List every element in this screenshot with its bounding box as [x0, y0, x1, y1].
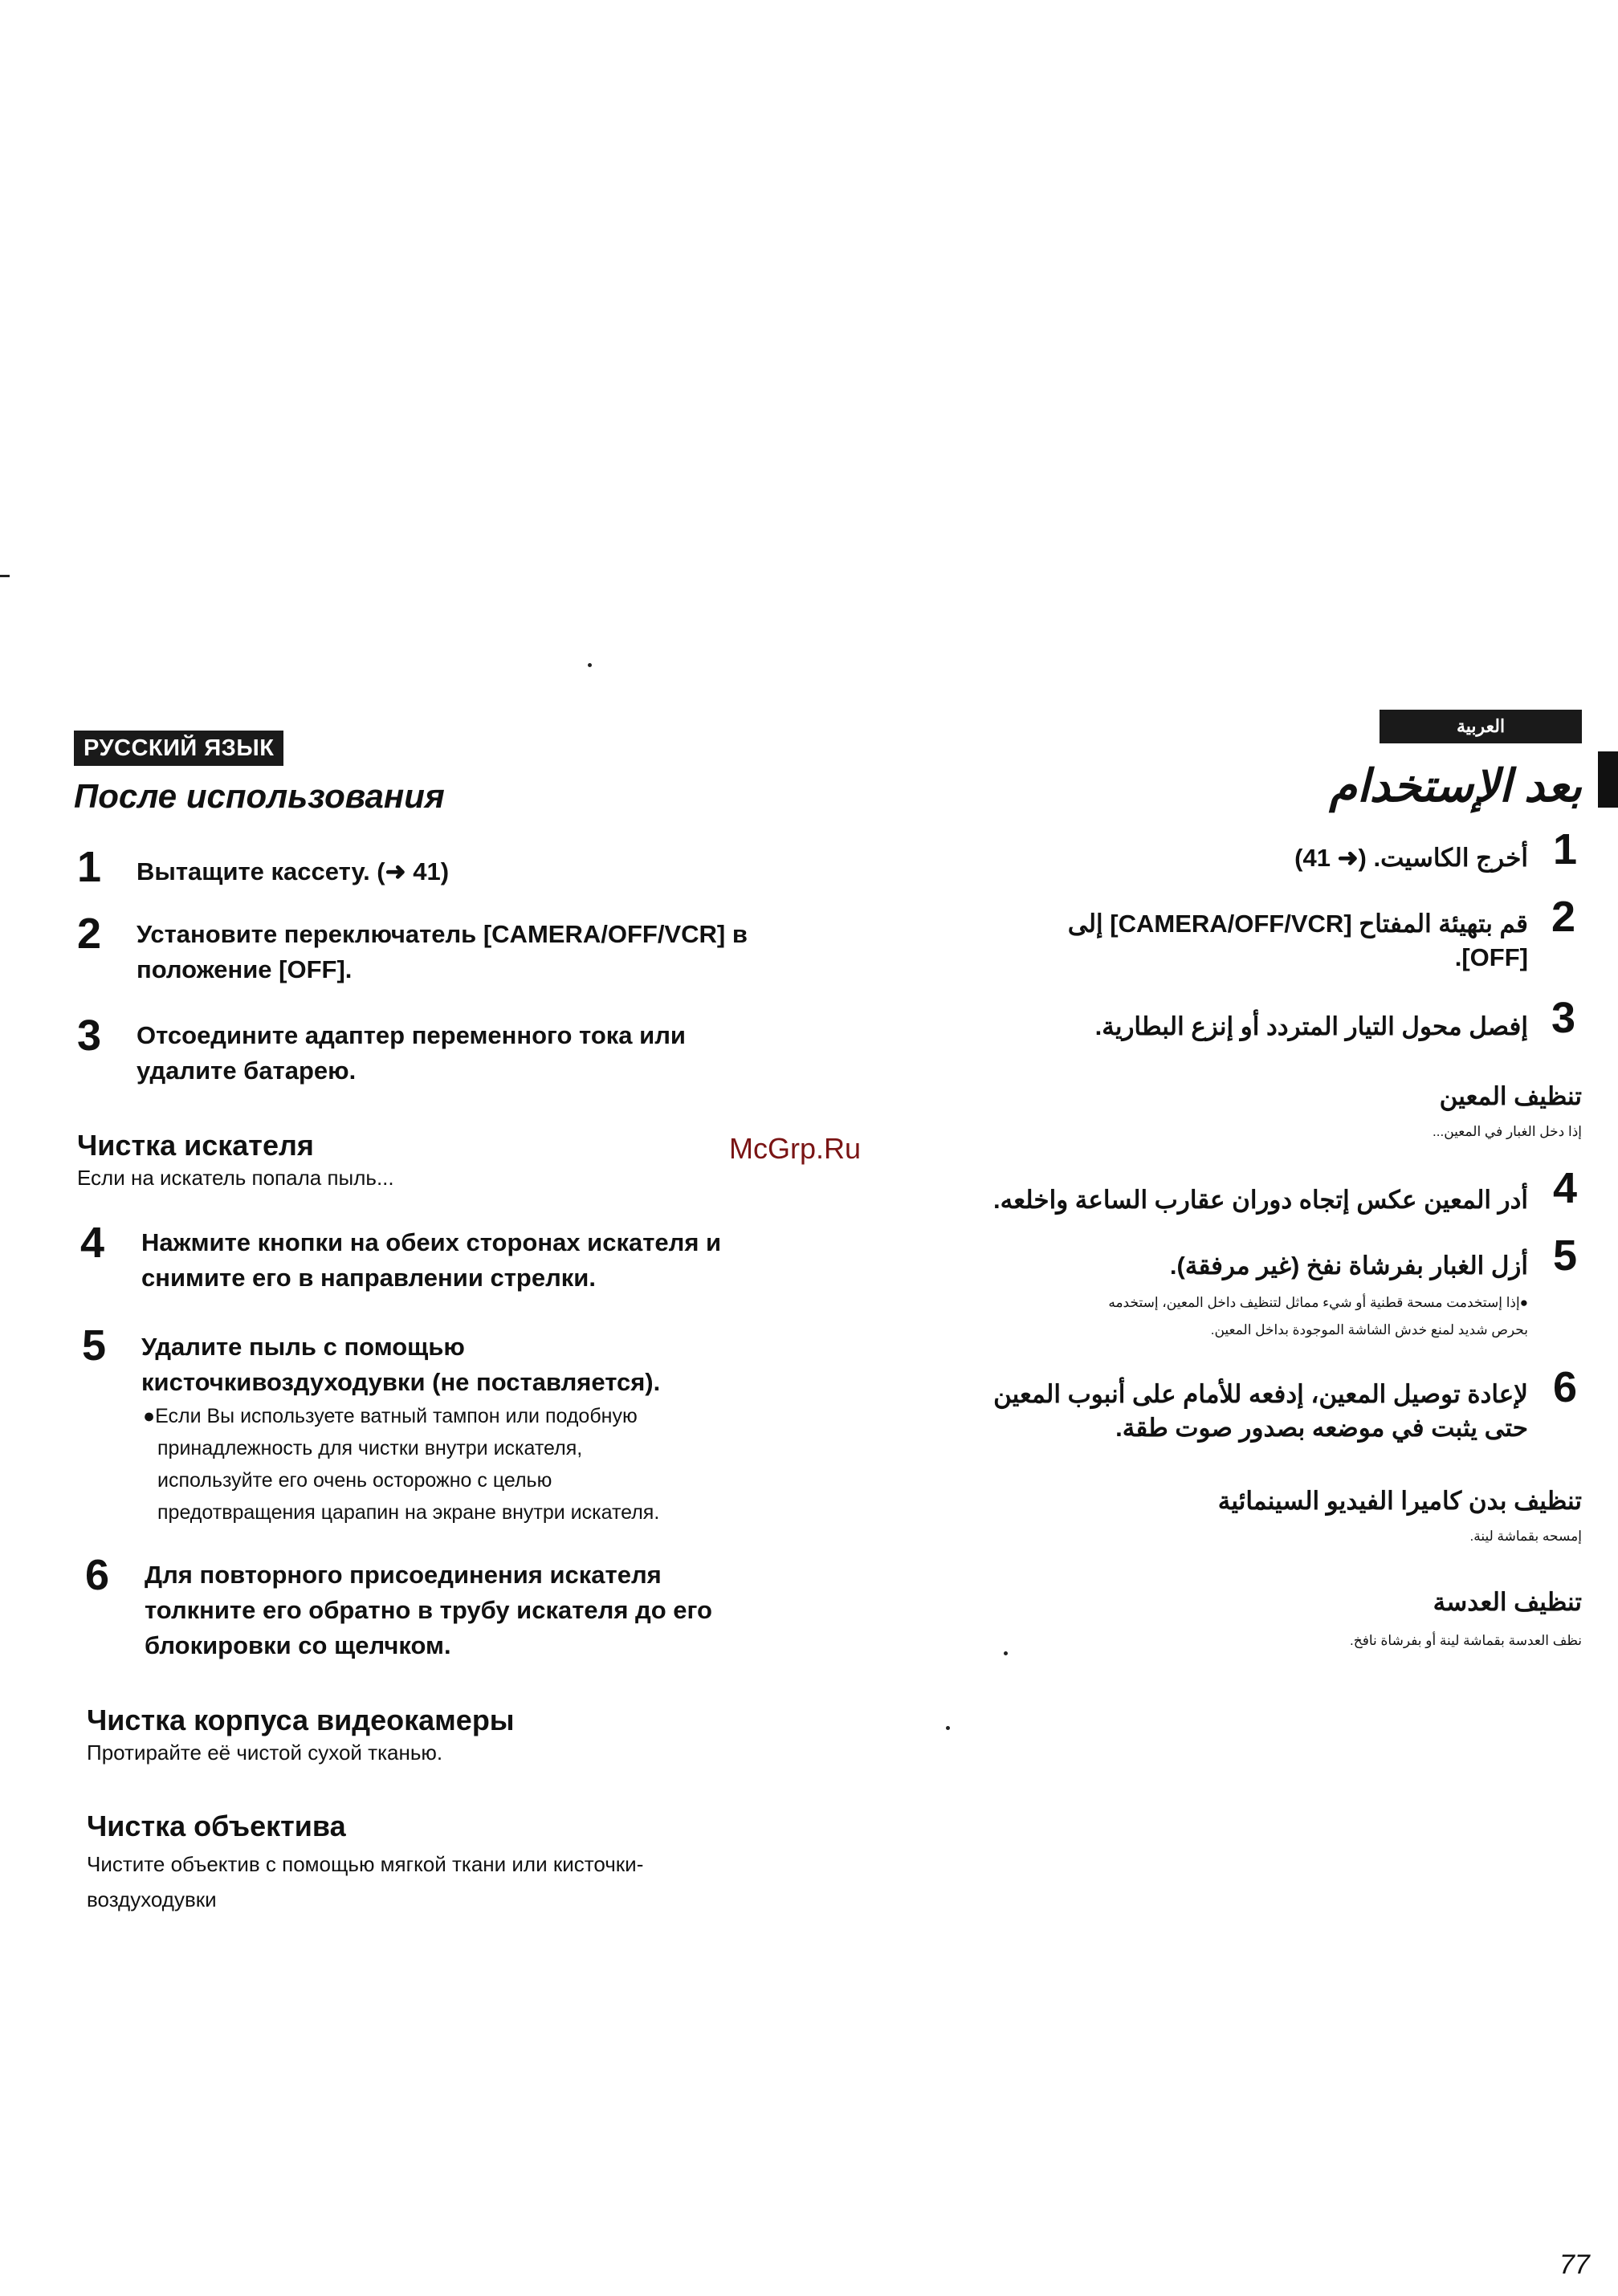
arabic-language-badge: العربية: [1380, 710, 1582, 743]
ar-step-5-note-line-2: بحرص شديد لمنع خدش الشاشة الموجودة بداخل المعين.: [1210, 1322, 1528, 1337]
russian-page-title: После использования: [74, 777, 445, 815]
ru-step-1-number: 1: [77, 843, 102, 891]
ru-lens-cleaning-text: [87, 1846, 643, 1917]
ru-viewfinder-heading: Чистка искателя: [77, 1129, 314, 1162]
ru-body-cleaning-text: Протирайте её чистой сухой тканью.: [87, 1740, 443, 1765]
ar-step-3-line-1: إفصل محول التيار المتردد أو إنزع البطارية.: [1094, 1012, 1528, 1040]
ar-step-6-line-2: حتى يثبت في موضعه بصدور صوت طقة.: [1115, 1414, 1528, 1442]
ar-step-2-text: [1068, 907, 1528, 975]
ar-step-2-number: 2: [1551, 893, 1576, 941]
ar-step-2-line-2: [OFF].: [1454, 943, 1528, 971]
ru-step-2-number: 2: [77, 910, 102, 958]
ar-step-4-text: [993, 1183, 1528, 1217]
ru-step-3-line-2: удалите батарею.: [137, 1056, 357, 1085]
ru-step-4-text: [141, 1225, 721, 1296]
ru-step-1-line-1: Вытащите кассету. (➜ 41): [137, 857, 450, 885]
ru-step-5-line-1: Удалите пыль с помощью: [141, 1333, 465, 1361]
ar-viewfinder-text: إذا دخل الغبار في المعين...: [1433, 1124, 1582, 1139]
ar-step-5-text: [1170, 1249, 1528, 1283]
ru-step-4-line-1: Нажмите кнопки на обеих сторонах искателя и: [141, 1228, 722, 1256]
ru-lens-cleaning-line-1: Чистите объектив с помощью мягкой ткани или кисточки-: [87, 1852, 644, 1876]
ru-step-5-note-line-2: принадлежность для чистки внутри искателя,: [157, 1437, 583, 1459]
ar-step-3-number: 3: [1551, 994, 1576, 1042]
ru-step-5-line-2: кисточкивоздуходувки (не поставляется).: [141, 1368, 661, 1396]
page-edge-tab: [1598, 751, 1618, 808]
scan-speck: [0, 575, 10, 577]
ru-step-5-note-line-1: ●Если Вы используете ватный тампон или подобную: [143, 1405, 638, 1427]
ru-step-2-text: [137, 917, 748, 987]
ar-step-2-line-1: قم بتهيئة المفتاح [CAMERA/OFF/VCR] إلى: [1067, 910, 1528, 938]
scan-speck: [1004, 1651, 1008, 1655]
ru-step-5-note-line-4: предотвращения царапин на экране внутри искателя.: [157, 1501, 660, 1524]
ru-viewfinder-text: Если на искатель попала пыль...: [77, 1166, 394, 1190]
ru-step-5-note: [143, 1400, 659, 1529]
ru-step-5-number: 5: [82, 1321, 107, 1370]
ru-step-4-number: 4: [80, 1219, 105, 1267]
ru-step-3-line-1: Отсоедините адаптер переменного тока или: [137, 1021, 686, 1049]
ar-body-cleaning-text: إمسحه بقماشة لينة.: [1469, 1529, 1582, 1544]
watermark: McGrp.Ru: [729, 1132, 862, 1165]
ar-step-1-line-1: أخرج الكاسيت. (➜ 41): [1294, 844, 1528, 872]
ru-step-2-line-2: положение [OFF].: [137, 955, 353, 983]
scan-speck: [588, 663, 592, 667]
ru-step-4-line-2: снимите его в направлении стрелки.: [141, 1264, 596, 1292]
ru-step-5-text: [141, 1329, 660, 1400]
ru-step-6-text: [145, 1557, 712, 1663]
ar-step-6-line-1: لإعادة توصيل المعين، إدفعه للأمام على أنبوب المعين: [993, 1380, 1528, 1408]
ar-step-5-line-1: أزل الغبار بفرشاة نفخ (غير مرفقة).: [1169, 1252, 1528, 1280]
ru-lens-cleaning-heading: Чистка объектива: [87, 1810, 346, 1842]
ar-step-3-text: [1095, 1010, 1528, 1044]
page-number: 77: [1559, 2249, 1590, 2280]
ar-body-cleaning-heading: تنظيف بدن كاميرا الفيديو السينمائية: [1217, 1487, 1582, 1515]
ar-step-6-number: 6: [1553, 1363, 1578, 1411]
ru-step-3-number: 3: [77, 1012, 102, 1060]
ar-step-4-line-1: أدر المعين عكس إتجاه دوران عقارب الساعة واخلعه.: [992, 1186, 1528, 1214]
ru-lens-cleaning-line-2: воздуходувки: [87, 1887, 217, 1911]
ru-step-5-note-line-3: используйте его очень осторожно с целью: [157, 1469, 552, 1492]
russian-language-badge: РУССКИЙ ЯЗЫК: [74, 731, 283, 766]
ru-step-6-line-3: блокировки со щелчком.: [145, 1631, 451, 1659]
ru-step-3-text: [137, 1018, 686, 1089]
ru-step-6-number: 6: [85, 1551, 110, 1599]
ar-step-5-number: 5: [1553, 1231, 1578, 1280]
scan-speck: [946, 1726, 950, 1730]
ar-lens-cleaning-text: نظف العدسة بقماشة لينة أو بفرشاة نافخ.: [1350, 1633, 1582, 1648]
ar-step-5-note: [1108, 1289, 1528, 1344]
ru-step-2-line-1: Установите переключатель [CAMERA/OFF/VCR] в: [137, 920, 748, 948]
ru-step-1-text: [137, 854, 449, 889]
ar-step-5-note-line-1: ●إذا إستخدمت مسحة قطنية أو شيء مماثل لتنظيف داخل المعين، إستخدمه: [1108, 1295, 1528, 1310]
arabic-page-title: بعد الإستخدام: [1329, 760, 1582, 811]
ar-step-1-text: [1294, 841, 1528, 875]
ar-step-4-number: 4: [1553, 1164, 1578, 1212]
ru-step-6-line-1: Для повторного присоединения искателя: [145, 1561, 662, 1589]
ar-viewfinder-heading: تنظيف المعين: [1439, 1082, 1582, 1110]
ru-step-6-line-2: толкните его обратно в трубу искателя до его: [145, 1596, 712, 1624]
ar-step-6-text: [993, 1378, 1528, 1445]
ar-lens-cleaning-heading: تنظيف العدسة: [1433, 1588, 1582, 1616]
ar-step-1-number: 1: [1553, 825, 1578, 873]
ru-body-cleaning-heading: Чистка корпуса видеокамеры: [87, 1704, 515, 1736]
